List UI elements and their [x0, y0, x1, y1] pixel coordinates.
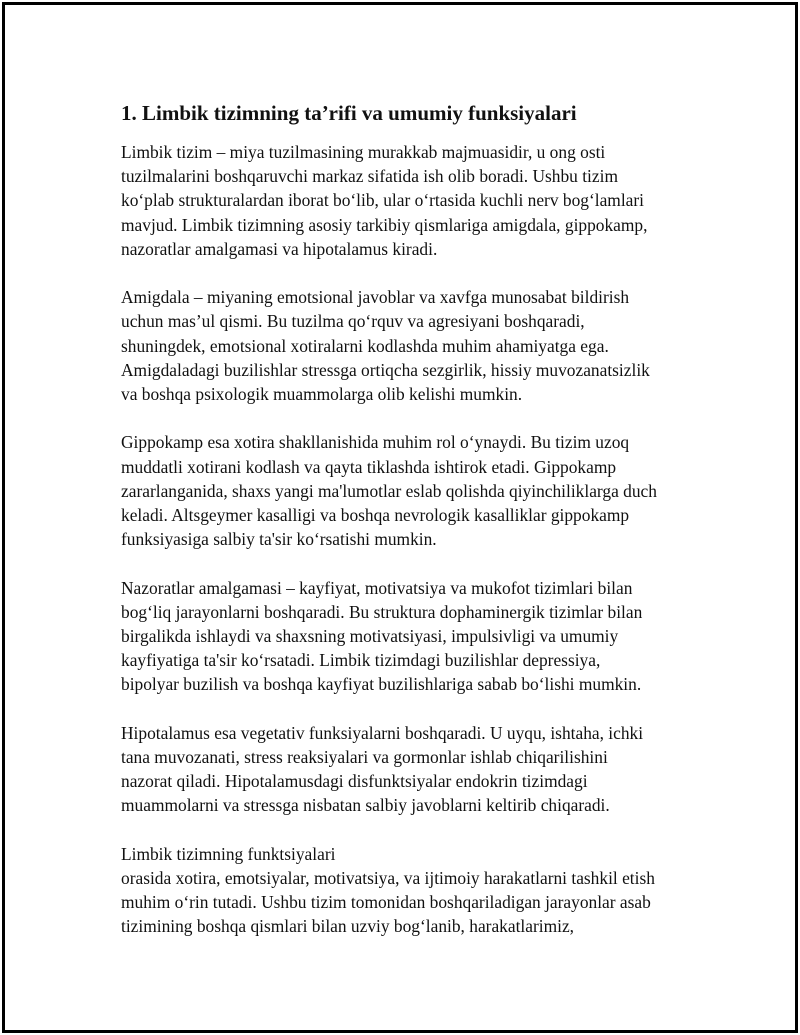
paragraph-limbik-funktsiyalari	[121, 842, 701, 939]
text-line: funksiyasiga salbiy ta'sir ko‘rsatishi mumkin.	[121, 529, 437, 550]
text-line: Limbik tizimning funktsiyalari	[121, 843, 336, 864]
paragraph-nazoratlar-amalgamasi	[121, 576, 701, 697]
text-line: uchun mas’ul qismi. Bu tuzilma qo‘rquv va agresiyani boshqaradi,	[121, 311, 585, 332]
text-line: zararlanganida, shaxs yangi ma'lumotlar eslab qolishda qiyinchiliklarga duch	[121, 480, 657, 501]
text-line: Amigdaladagi buzilishlar stressga ortiqcha sezgirlik, hissiy muvozanatsizlik	[121, 359, 650, 380]
text-line: bipolyar buzilish va boshqa kayfiyat buzilishlariga sabab bo‘lishi mumkin.	[121, 674, 642, 695]
text-line: muammolarni va stressga nisbatan salbiy javoblarni keltirib chiqaradi.	[121, 795, 610, 816]
text-line: tana muvozanati, stress reaksiyalari va gormonlar ishlab chiqarilishini	[121, 747, 608, 768]
text-line: muhim o‘rin tutadi. Ushbu tizim tomonidan boshqariladigan jarayonlar asab	[121, 892, 651, 913]
text-line: mavjud. Limbik tizimning asosiy tarkibiy qismlariga amigdala, gippokamp,	[121, 214, 648, 235]
text-line: nazoratlar amalgamasi va hipotalamus kiradi.	[121, 238, 438, 259]
text-line: tuzilmalarini boshqaruvchi markaz sifatida ish olib boradi. Ushbu tizim	[121, 166, 618, 187]
text-line: bog‘liq jarayonlarni boshqaradi. Bu struktura dophaminergik tizimlar bilan	[121, 601, 643, 622]
paragraph-gippokamp	[121, 430, 701, 551]
text-line: Amigdala – miyaning emotsional javoblar va xavfga munosabat bildirish	[121, 287, 630, 308]
text-line: tizimining boshqa qismlari bilan uzviy bog‘lanib, harakatlarimiz,	[121, 916, 575, 937]
text-line: birgalikda ishlaydi va shaxsning motivatsiyasi, impulsivligi va umumiy	[121, 626, 619, 647]
text-line: Limbik tizim – miya tuzilmasining murakkab majmuasidir, u ong osti	[121, 142, 606, 162]
text-line: orasida xotira, emotsiyalar, motivatsiya, va ijtimoiy harakatlarni tashkil etish	[121, 868, 655, 889]
text-line: keladi. Altsgeymer kasalligi va boshqa nevrologik kasalliklar gippokamp	[121, 505, 630, 526]
paragraph-amigdala	[121, 285, 701, 406]
document-body	[121, 101, 701, 963]
text-line: va boshqa psixologik muammolarga olib kelishi mumkin.	[121, 384, 523, 405]
text-line: Hipotalamus esa vegetativ funksiyalarni boshqaradi. U uyqu, ishtaha, ichki	[121, 722, 644, 743]
text-line: shuningdek, emotsional xotiralarni kodlashda muhim ahamiyatga ega.	[121, 335, 609, 356]
text-line: Gippokamp esa xotira shakllanishida muhim rol o‘ynaydi. Bu tizim uzoq	[121, 432, 630, 453]
text-line: Nazoratlar amalgamasi – kayfiyat, motivatsiya va mukofot tizimlari bilan	[121, 577, 633, 598]
text-line: kayfiyatiga ta'sir ko‘rsatadi. Limbik tizimdagi buzilishlar depressiya,	[121, 650, 601, 671]
text-line: nazorat qiladi. Hipotalamusdagi disfunktsiyalar endokrin tizimdagi	[121, 771, 588, 792]
paragraph-limbik-tizim	[121, 140, 701, 261]
section-heading: 1. Limbik tizimning ta’rifi va umumiy funksiyalari	[121, 101, 577, 125]
text-line: muddatli xotirani kodlash va qayta tiklashda ishtirok etadi. Gippokamp	[121, 456, 617, 477]
text-line: ko‘plab strukturalardan iborat bo‘lib, ular o‘rtasida kuchli nerv bog‘lamlari	[121, 190, 645, 211]
page-frame	[2, 2, 798, 1033]
paragraph-hipotalamus	[121, 721, 701, 818]
